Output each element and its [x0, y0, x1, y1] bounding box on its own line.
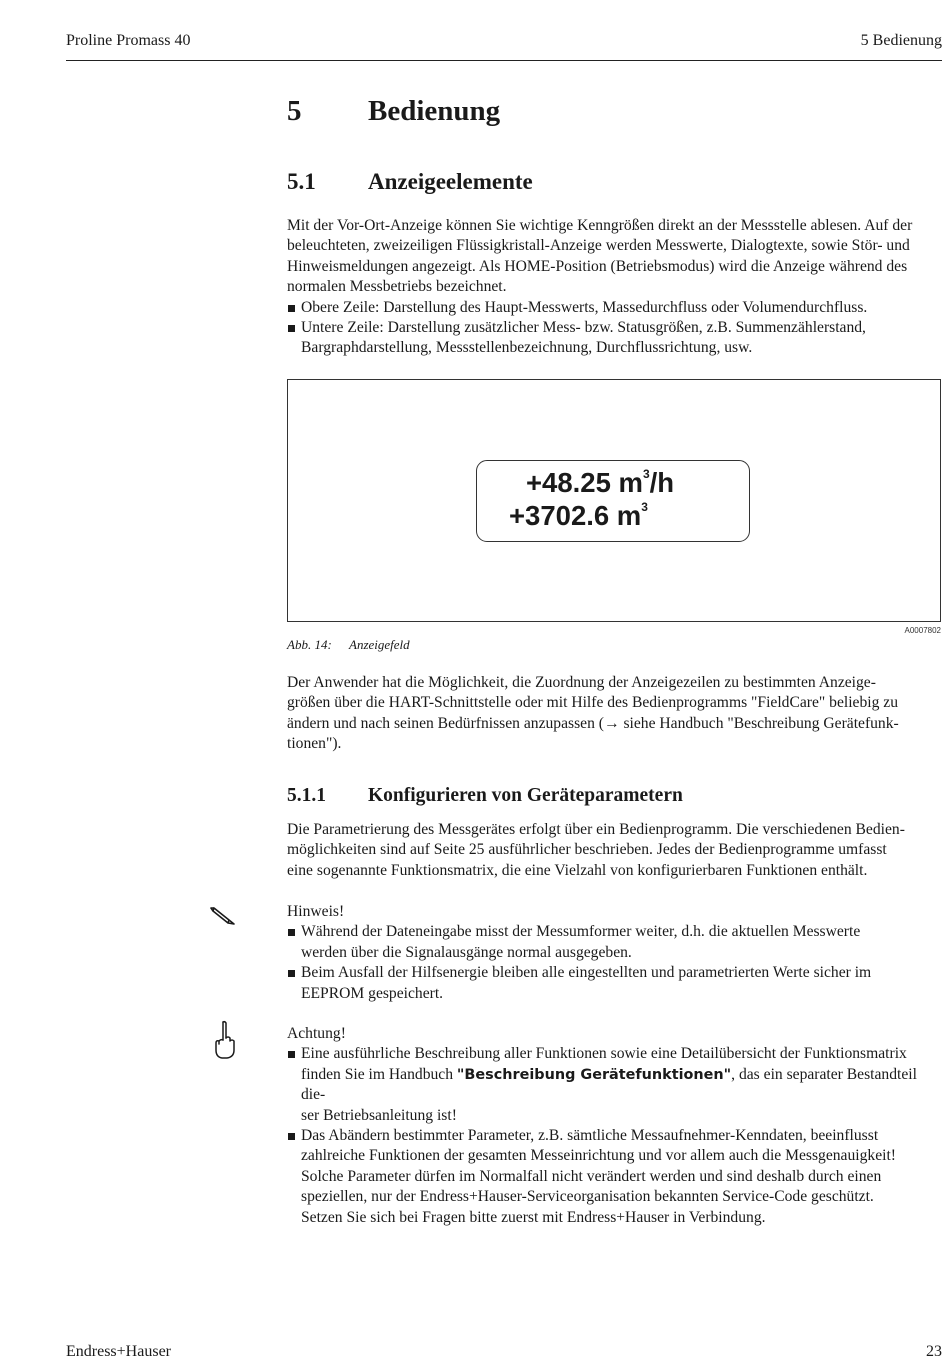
paragraph-line: eine sogenannte Funktionsmatrix, die eine Vielzahl von konfigurierbaren Funktionen enthält.: [287, 861, 868, 879]
bullet-text: werden über die Signalausgänge normal ausgegeben.: [301, 943, 632, 961]
intro-line: Hinweismeldungen angezeigt. Als HOME-Position (Betriebsmodus) wird die Anzeige während des: [287, 257, 908, 275]
header-left: Proline Promass 40: [66, 32, 191, 49]
lcd-line-2: [509, 500, 648, 532]
lcd-line-1-exponent: 3: [642, 466, 650, 481]
note-block: [287, 902, 942, 1004]
bullet-text: Bargraphdarstellung, Messstellenbezeichnung, Durchflussrichtung, usw.: [301, 339, 753, 357]
bullet-text: EEPROM gespeichert.: [301, 984, 444, 1002]
subsection-number: 5.1.1: [287, 785, 326, 806]
bullet-text: Setzen Sie sich bei Fragen bitte zuerst mit Endress+Hauser in Verbindung.: [301, 1208, 766, 1226]
bullet-text: , das ein separater Bestandteil die-: [301, 1065, 917, 1104]
figure-caption-label: Abb. 14:: [287, 637, 332, 652]
bullet-text: ser Betriebsanleitung ist!: [301, 1106, 457, 1124]
figure-id: A0007802: [904, 626, 941, 635]
lcd-line-1: [526, 467, 674, 499]
list-item: [287, 922, 942, 963]
intro-line: beleuchteten, zweizeiligen Flüssigkristall-Anzeige werden Messwerte, Dialogtexte, sowie Stör- und: [287, 237, 910, 255]
intro-line: Mit der Vor-Ort-Anzeige können Sie wichtige Kenngrößen direkt an der Messstelle ablesen. Auf der: [287, 217, 913, 234]
section-number: 5.1: [287, 169, 316, 194]
note-bullet-list: [287, 922, 942, 1004]
list-item: [287, 963, 942, 1004]
chapter-number: 5: [287, 95, 302, 127]
subsection-title: Konfigurieren von Geräteparametern: [368, 785, 683, 806]
bullet-text: Obere Zeile: Darstellung des Haupt-Messwerts, Massedurchfluss oder Volumendurchfluss.: [301, 298, 868, 316]
bullet-text: speziellen, nur der Endress+Hauser-Serviceorganisation bekannten Service-Code geschützt.: [301, 1188, 874, 1206]
caution-title: Achtung!: [287, 1025, 346, 1042]
after-figure-paragraph: [287, 673, 942, 755]
intro-paragraph: [287, 216, 942, 359]
lcd-line-1-value: +48.25 m: [526, 467, 643, 498]
bullet-text: Während der Dateneingabe misst der Messumformer weiter, d.h. die aktuellen Messwerte: [301, 923, 861, 941]
bullet-text: zahlreiche Funktionen der gesamten Messeinrichtung und vor allem auch die Messgenauigkeit!: [301, 1147, 896, 1165]
paragraph-line: möglichkeiten sind auf Seite 25 ausführlicher beschrieben. Jedes der Bedienprogramme umfasst: [287, 841, 887, 859]
section-title: Anzeigeelemente: [368, 169, 533, 194]
list-item: [287, 318, 942, 359]
lcd-line-1-unit-tail: /h: [649, 467, 675, 498]
footer-left: Endress+Hauser: [66, 1343, 171, 1360]
lcd-display: [476, 460, 750, 542]
paragraph-line: ändern und nach seinen Bedürfnissen anzupassen (→ siehe Handbuch "Beschreibung Gerätefunk-: [287, 714, 899, 732]
caution-block: [287, 1024, 942, 1228]
subsection-paragraph: [287, 820, 942, 881]
bullet-text: Das Abändern bestimmter Parameter, z.B. sämtliche Messaufnehmer-Kenndaten, beeinflusst: [301, 1127, 879, 1145]
paragraph-line: Der Anwender hat die Möglichkeit, die Zuordnung der Anzeigezeilen zu bestimmten Anzeige-: [287, 674, 876, 691]
note-title: Hinweis!: [287, 903, 345, 920]
bullet-text: Solche Parameter dürfen im Normalfall nicht verändert werden und sind deshalb durch einen: [301, 1167, 882, 1185]
header-right: 5 Bedienung: [860, 32, 942, 49]
bullet-text: Untere Zeile: Darstellung zusätzlicher Mess- bzw. Statusgrößen, z.B. Summenzählerstand,: [301, 319, 866, 337]
paragraph-line: größen über die HART-Schnittstelle oder mit Hilfe des Bedienprogramms "FieldCare" beliebig zu: [287, 694, 899, 712]
figure-caption-text: Anzeigefeld: [349, 637, 410, 652]
bullet-text: Eine ausführliche Beschreibung aller Funktionen sowie eine Detailübersicht der Funktionsmatrix: [301, 1045, 907, 1063]
page-number: 23: [926, 1343, 942, 1360]
intro-line: normalen Messbetriebs bezeichnet.: [287, 278, 507, 296]
caution-bullet-list: [287, 1044, 942, 1228]
pointing-hand-icon: [213, 1020, 239, 1060]
list-item: [287, 1126, 942, 1228]
pencil-icon: [210, 903, 238, 927]
list-item: [287, 1044, 942, 1126]
lcd-line-2-value: +3702.6 m: [509, 500, 642, 531]
chapter-title: Bedienung: [368, 95, 501, 127]
bullet-text: finden Sie im Handbuch: [301, 1065, 457, 1083]
intro-bullet-list: [287, 298, 942, 359]
header-rule: [66, 60, 942, 61]
paragraph-line: Die Parametrierung des Messgerätes erfolgt über ein Bedienprogramm. Die verschiedenen Bedien-: [287, 821, 905, 838]
lcd-line-2-exponent: 3: [641, 499, 648, 514]
paragraph-line: tionen").: [287, 735, 342, 753]
bullet-text: Beim Ausfall der Hilfsenergie bleiben alle eingestellten und parametrierten Werte sicher im: [301, 964, 872, 982]
list-item: [287, 298, 942, 318]
manual-reference: "Beschreibung Gerätefunktionen": [456, 1066, 732, 1083]
